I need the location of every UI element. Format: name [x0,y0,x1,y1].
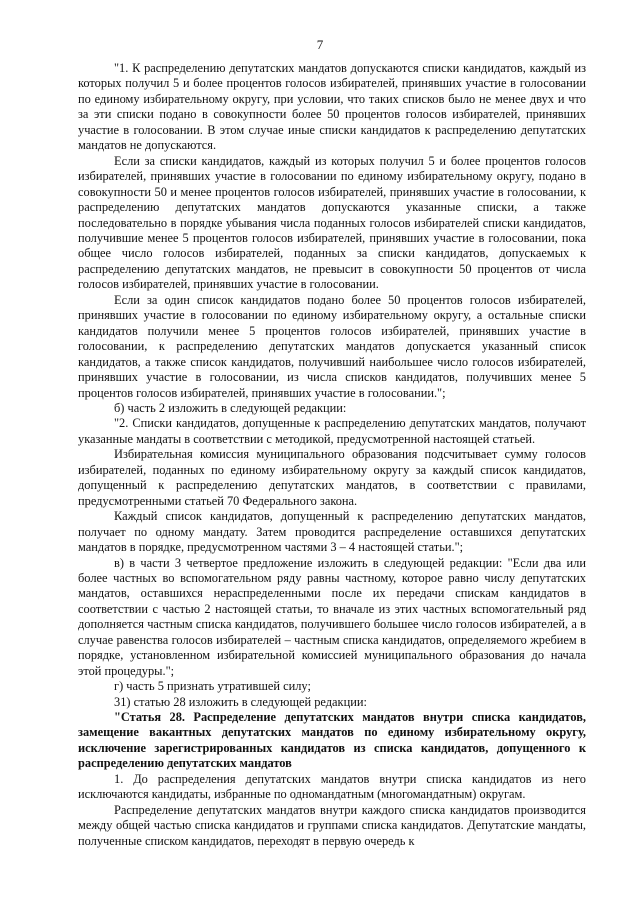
paragraph-item-v: в) в части 3 четвертое предложение изложить в следующей редакции: "Если два или более частных во вспомогательном ряду равны частному, которое равно числу депутатских мандатов, оставшихся нераспределенными после их передачи спискам кандидатов в соответствии с частью 2 настоящей статьи, то вначале из этих частных вспомогательный ряд дополняется частным списка кандидатов, получившего большее число голосов избирателей, а в случае равенства голосов избирателей – частным списка кандидатов, определяемого жребием в порядке, установленном избирательной комиссией муниципального образования до начала этой процедуры."; [78,555,586,678]
paragraph-item-31: 31) статью 28 изложить в следующей редакции: [114,694,367,709]
page-number: 7 [316,37,324,52]
article-heading [78,710,586,772]
paragraph-part-2-intro: "2. Списки кандидатов, допущенные к распределению депутатских мандатов, получают указанные мандаты в соответствии с методикой, предусмотренной настоящей статьей. [78,416,586,446]
paragraph-part-2-commission: Избирательная комиссия муниципального образования подсчитывает сумму голосов избирателей, поданных по единому избирательному округу за каждый список кандидатов, допущенный к распределению депутатских мандатов, в соответствии с правилами, предусмотренными статьей 70 Федерального закона. [78,447,586,508]
paragraph-part-2-each-list: Каждый список кандидатов, допущенный к распределению депутатских мандатов, получает по одному мандату. Затем проводится распределение оставшихся депутатских мандатов в порядке, предусмотренном частями 3 – 4 настоящей статьи."; [78,509,586,555]
paragraph-part-1-intro: "1. К распределению депутатских мандатов допускаются списки кандидатов, каждый из которых получил 5 и более процентов голосов избирателей, принявших участие в голосовании по единому избирательному округу, при условии, что таких списков было не менее двух и что за эти списки подано в совокупности более 50 процентов голосов избирателей, принявших участие в голосовании. В этом случае иные списки кандидатов к распределению депутатских мандатов не допускаются. [78,61,586,153]
paragraph-part-1-third: Если за один список кандидатов подано более 50 процентов голосов избирателей, принявших участие в голосовании по единому избирательному округу, а остальные списки кандидатов получили менее 5 процентов голосов избирателей, принявших участие в голосовании, к распределению депутатских мандатов допускается указанный список кандидатов, а также список кандидатов, получивший наибольшее число голосов избирателей, принявших участие в голосовании, из числа списков кандидатов, получивших менее 5 процентов голосов избирателей, принявших участие в голосовании."; [78,292,586,400]
paragraph-part-1-second: Если за списки кандидатов, каждый из которых получил 5 и более процентов голосов избирателей, принявших участие в голосовании по единому избирательному округу, подано в совокупности 50 и менее процентов голосов избирателей, принявших участие в голосовании, к распределению депутатских мандатов допускаются указанные списки, а также последовательно в порядке убывания числа поданных голосов избирателей списки кандидатов, получившие менее 5 процентов голосов избирателей, принявших участие в голосовании, пока общее число голосов избирателей, поданных за списки кандидатов, допускаемых к распределению депутатских мандатов, не превысит в совокупности 50 процентов от числа голосов избирателей, принявших участие в голосовании. [78,153,586,292]
document-body [78,61,586,849]
article-paragraph-1: 1. До распределения депутатских мандатов внутри списка кандидатов из него исключаются кандидаты, избранные по одномандатным (многомандатным) округам. [78,771,586,802]
paragraph-item-g: г) часть 5 признать утратившей силу; [114,679,311,694]
article-heading-text: "Статья 28. Распределение депутатских мандатов внутри списка кандидатов, замещение вакантных депутатских мандатов по единому избирательному округу, исключение зарегистрированных кандидатов из списка кандидатов, допущенного к распределению депутатских мандатов [78,710,586,771]
paragraph-item-b: б) часть 2 изложить в следующей редакции: [114,400,347,415]
article-paragraph-2: Распределение депутатских мандатов внутри каждого списка кандидатов производится между общей частью списка кандидатов и группами списка кандидатов. Депутатские мандаты, полученные списком кандидатов, переходят в первую очередь к [78,802,586,848]
